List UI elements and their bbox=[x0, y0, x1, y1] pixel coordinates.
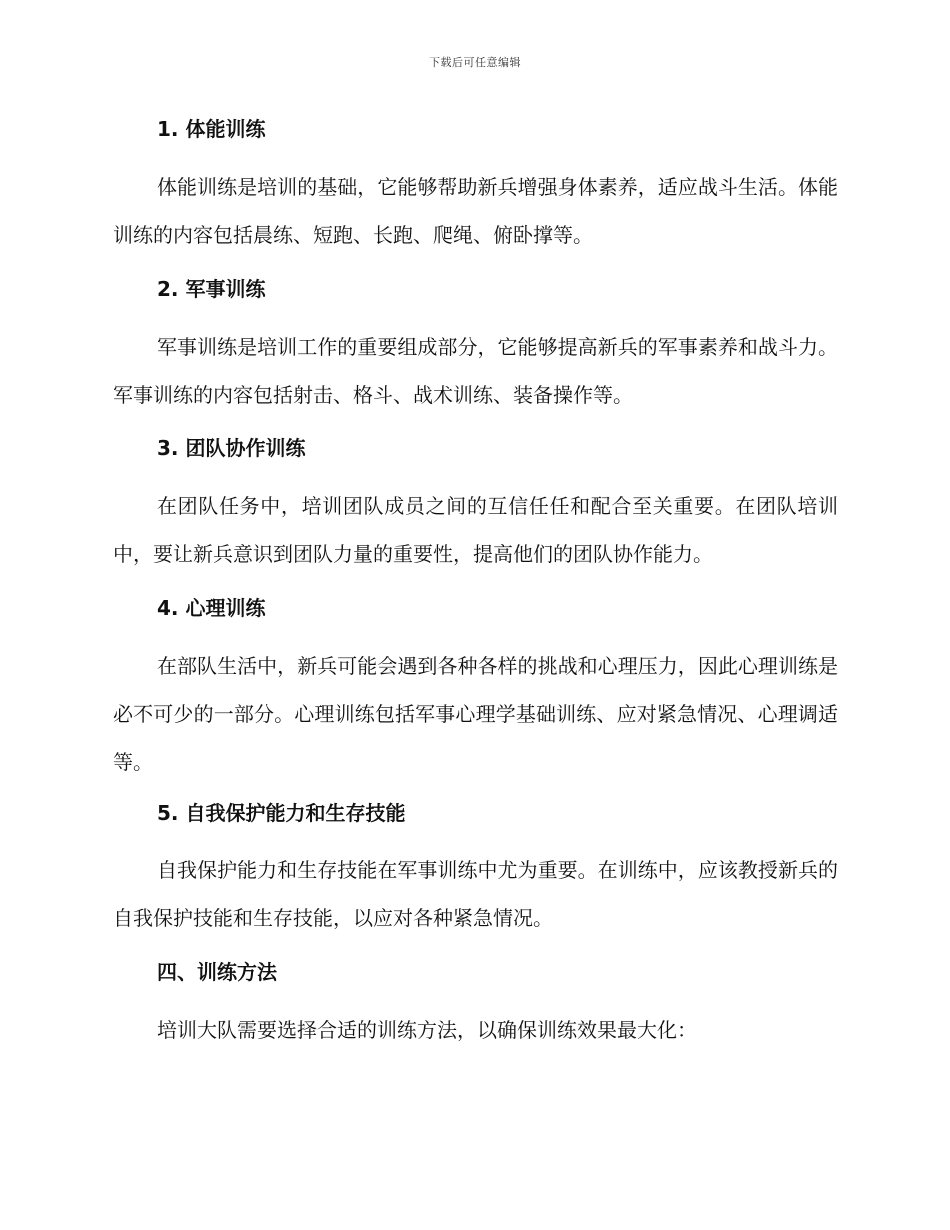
section-body-4: 在部队生活中，新兵可能会遇到各种各样的挑战和心理压力，因此心理训练是必不可少的一部分。心理训练包括军事心理学基础训练、应对紧急情况、心理调适等。 bbox=[113, 654, 838, 774]
section-body-3: 在团队任务中，培训团队成员之间的互信任任和配合至关重要。在团队培训中，要让新兵意识到团队力量的重要性，提高他们的团队协作能力。 bbox=[113, 494, 838, 566]
section-body-2: 军事训练是培训工作的重要组成部分，它能够提高新兵的军事素养和战斗力。军事训练的内容包括射击、格斗、战术训练、装备操作等。 bbox=[113, 335, 838, 407]
section-body-5: 自我保护能力和生存技能在军事训练中尤为重要。在训练中，应该教授新兵的自我保护技能和生存技能，以应对各种紧急情况。 bbox=[113, 858, 838, 930]
section-body-1: 体能训练是培训的基础，它能够帮助新兵增强身体素养，适应战斗生活。体能训练的内容包括晨练、短跑、长跑、爬绳、俯卧撑等。 bbox=[113, 175, 838, 247]
section-heading-1: 1. 体能训练 bbox=[157, 117, 266, 141]
section-heading-5: 5. 自我保护能力和生存技能 bbox=[157, 801, 406, 825]
section-heading-2: 2. 军事训练 bbox=[157, 277, 266, 301]
section-heading-3: 3. 团队协作训练 bbox=[157, 436, 306, 460]
section-body-methods: 培训大队需要选择合适的训练方法，以确保训练效果最大化： bbox=[157, 1018, 697, 1042]
section-heading-4: 4. 心理训练 bbox=[157, 596, 266, 620]
header-note: 下载后可任意编辑 bbox=[429, 56, 521, 69]
section-heading-methods: 四、训练方法 bbox=[157, 960, 277, 984]
